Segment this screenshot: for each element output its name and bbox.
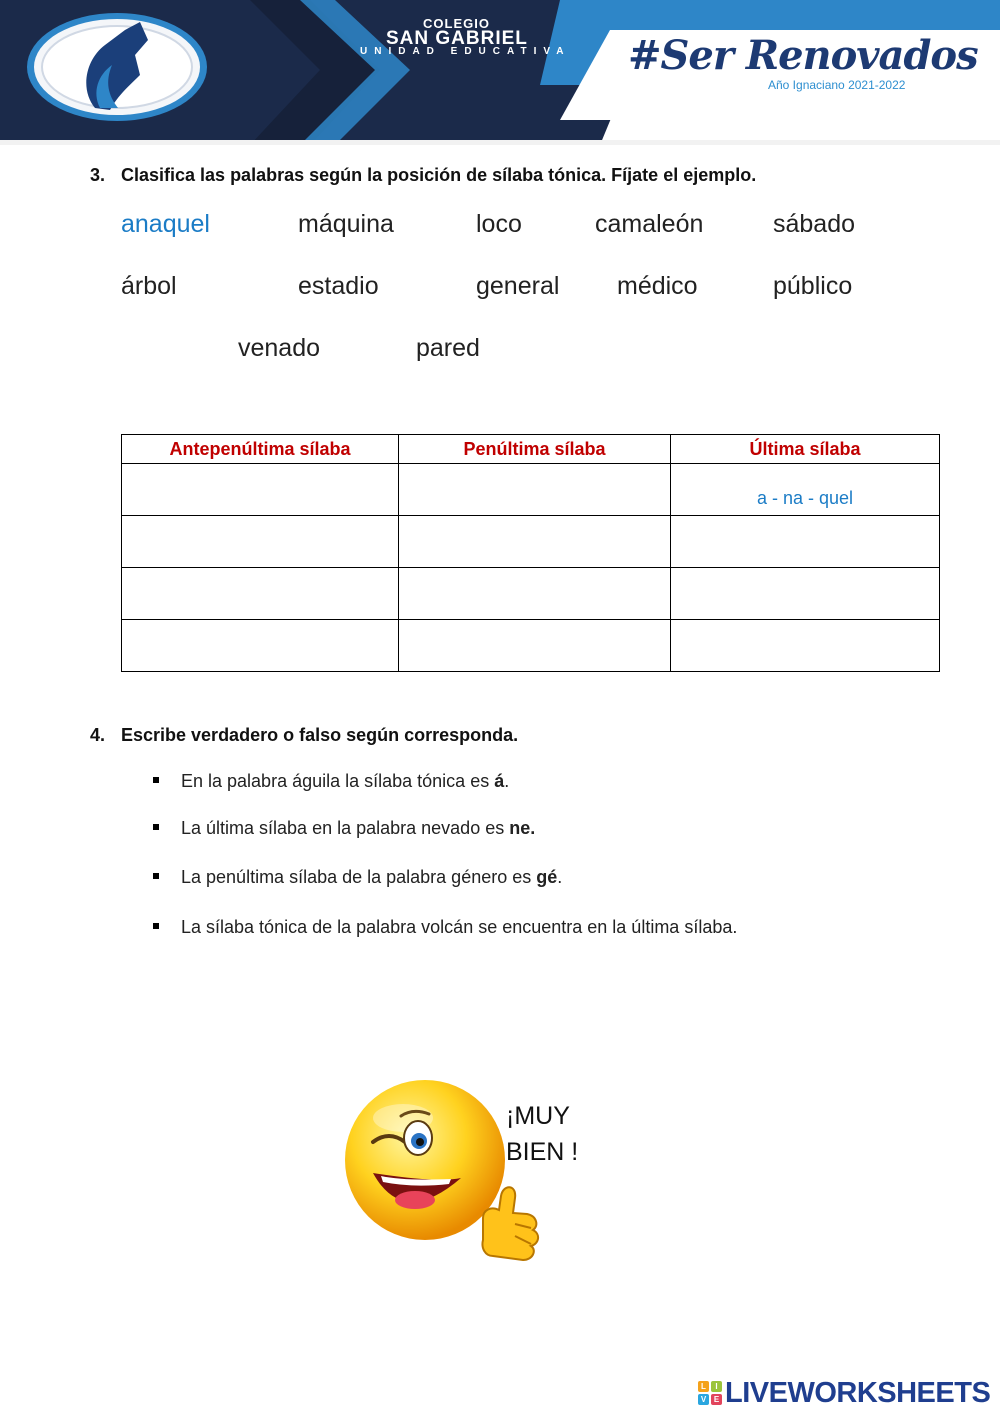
question-4-instruction: Escribe verdadero o falso según corresponda. (121, 725, 519, 745)
liveworksheets-brand: LIVEWORKSHEETS (725, 1376, 991, 1409)
statement-end: . (557, 867, 563, 887)
question-4-title (90, 725, 518, 746)
example-cell (671, 464, 940, 516)
table-row (122, 568, 940, 620)
liveworksheets-grid-icon (698, 1381, 722, 1405)
drop-cell[interactable] (122, 620, 399, 672)
statement-text: En la palabra águila la sílaba tónica es (181, 771, 495, 791)
word-item[interactable]: estadio (298, 272, 379, 300)
motto: #Ser Renovados (628, 32, 978, 79)
drop-cell[interactable] (122, 516, 399, 568)
drop-cell[interactable] (122, 568, 399, 620)
drop-cell[interactable] (399, 464, 671, 516)
school-subtitle: UNIDAD EDUCATIVA (360, 46, 571, 57)
word-item[interactable]: loco (476, 210, 522, 238)
word-item[interactable]: venado (238, 334, 321, 362)
statement-bold: ne. (509, 818, 536, 838)
praise-line-2: BIEN ! (506, 1138, 579, 1166)
statement-item[interactable] (153, 818, 535, 839)
grid-letter: L (698, 1381, 709, 1392)
drop-cell[interactable] (671, 568, 940, 620)
header-antepenultimate: Antepenúltima sílaba (122, 435, 399, 464)
word-item[interactable]: máquina (298, 210, 394, 238)
bullet-square-icon (153, 824, 159, 830)
word-item[interactable]: camaleón (595, 210, 704, 238)
liveworksheets-logo[interactable] (698, 1378, 990, 1408)
statement-bold: á (494, 771, 505, 791)
school-small-label: COLEGIO (423, 16, 490, 31)
question-3-instruction: Clasifica las palabras según la posición de sílaba tónica. Fíjate el ejemplo. (121, 165, 757, 185)
drop-cell[interactable] (671, 620, 940, 672)
statement-end: . (504, 771, 510, 791)
statement-text: La penúltima sílaba de la palabra género es (181, 867, 537, 887)
question-3-number: 3. (90, 165, 106, 185)
statement-text: La sílaba tónica de la palabra volcán se encuentra en la última sílaba. (181, 917, 738, 937)
drop-cell[interactable] (399, 620, 671, 672)
motto-year: Año Ignaciano 2021-2022 (768, 78, 906, 92)
statement-item[interactable] (153, 771, 509, 792)
header-penultimate: Penúltima sílaba (399, 435, 671, 464)
bullet-square-icon (153, 873, 159, 879)
word-item[interactable]: médico (617, 272, 698, 300)
table-row (122, 620, 940, 672)
drop-cell[interactable] (122, 464, 399, 516)
drop-cell[interactable] (671, 516, 940, 568)
question-4-number: 4. (90, 725, 106, 745)
word-item[interactable]: árbol (121, 272, 177, 300)
drop-cell[interactable] (399, 568, 671, 620)
bullet-square-icon (153, 777, 159, 783)
praise-text (506, 1098, 578, 1170)
table-row (122, 464, 940, 516)
grid-letter: V (698, 1394, 709, 1405)
question-3-title (90, 165, 756, 186)
word-example[interactable]: anaquel (121, 210, 210, 238)
praise-line-1: ¡MUY (506, 1102, 570, 1130)
word-item[interactable]: sábado (773, 210, 856, 238)
header-last: Última sílaba (671, 435, 940, 464)
statement-bold: gé (536, 867, 558, 887)
header-banner (0, 0, 1000, 145)
syllable-table (121, 434, 940, 672)
word-item[interactable]: público (773, 272, 853, 300)
word-item[interactable]: pared (416, 334, 480, 362)
statement-text: La última sílaba en la palabra nevado es (181, 818, 510, 838)
table-header-row (122, 435, 940, 464)
statement-item[interactable] (153, 917, 737, 938)
statement-item[interactable] (153, 867, 562, 888)
bullet-square-icon (153, 923, 159, 929)
grid-letter: I (711, 1381, 722, 1392)
school-name: SAN GABRIEL (386, 28, 528, 49)
word-item[interactable]: general (476, 272, 560, 300)
drop-cell[interactable] (399, 516, 671, 568)
grid-letter: E (711, 1394, 722, 1405)
example-syllables: a - na - quel (756, 488, 854, 508)
table-row (122, 516, 940, 568)
